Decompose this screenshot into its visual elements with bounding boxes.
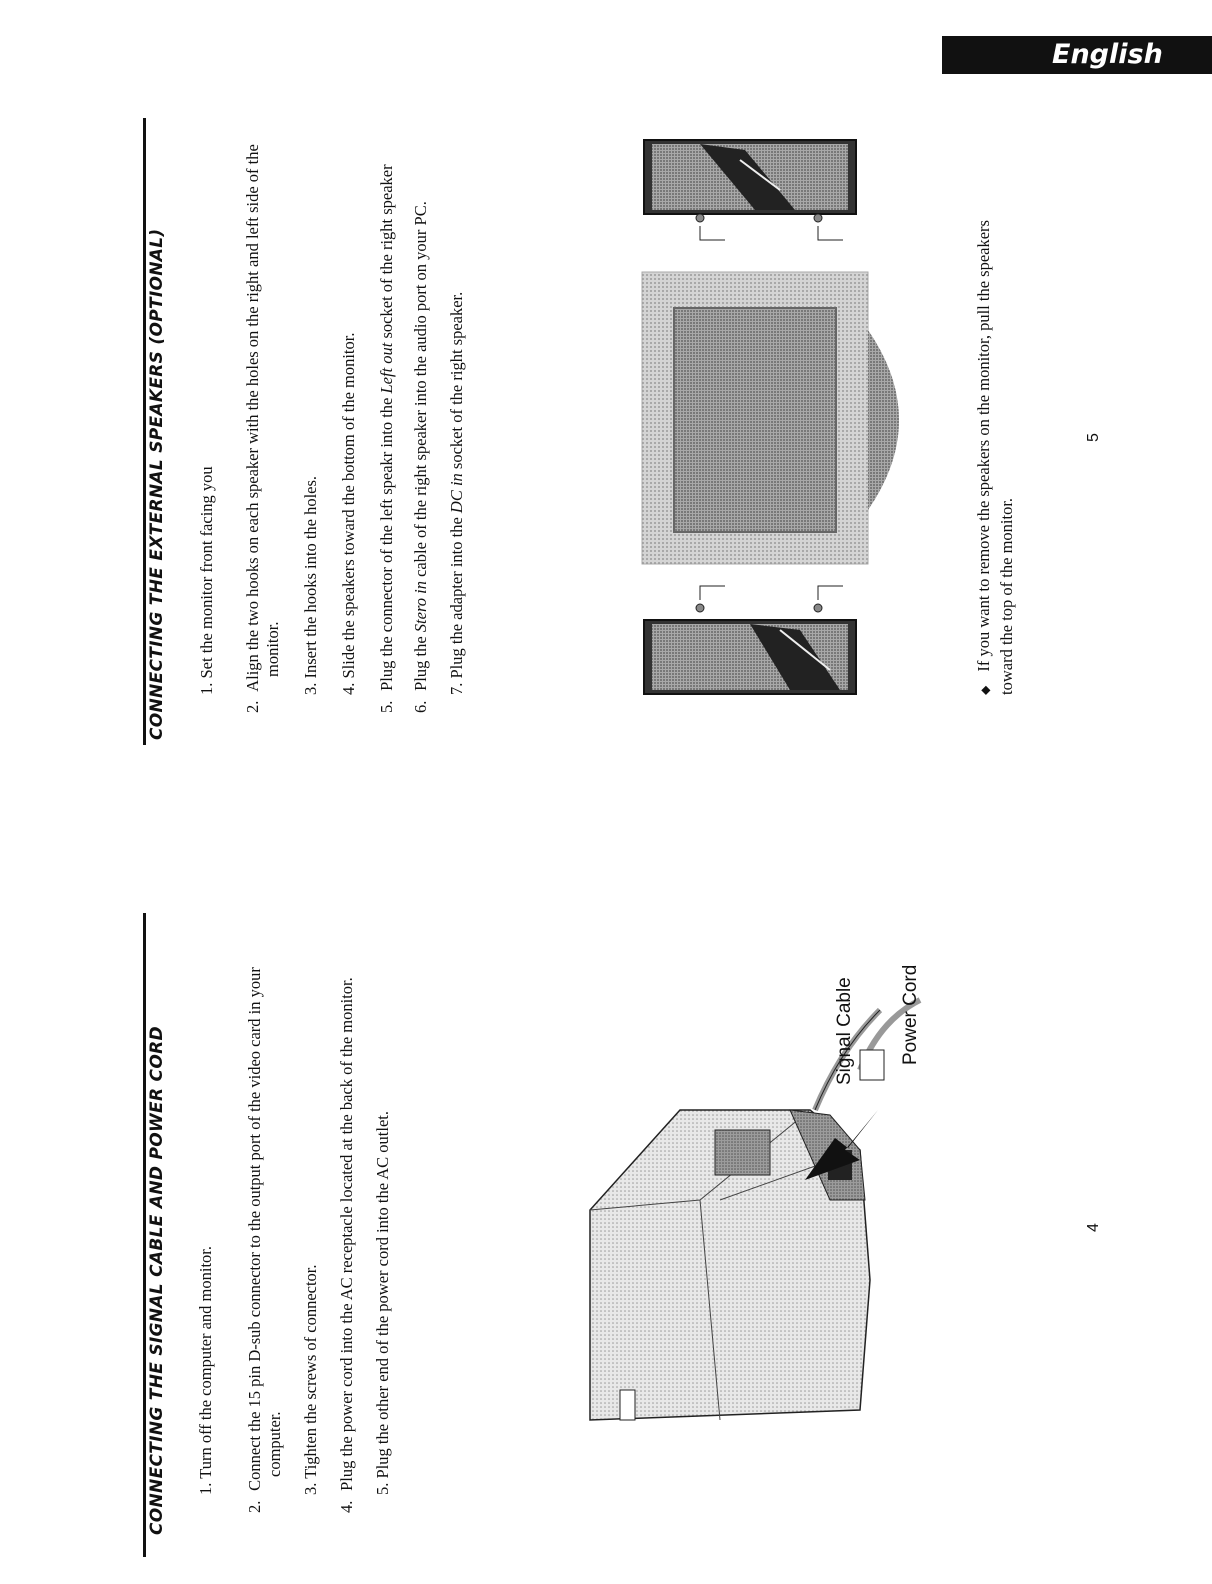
monitor-rear-illustration: [560, 1090, 890, 1430]
note-text: If you want to remove the speakers on the monitor, pull the speakers toward the top of the monitor.: [974, 220, 1016, 695]
list-item: 1. Set the monitor front facing you: [197, 466, 216, 695]
list-item: 7. Plug the adapter into the DC in socket of the right speaker.: [447, 291, 466, 695]
right-section-title: CONNECTING THE EXTERNAL SPEAKERS (OPTIONAL): [147, 228, 167, 740]
list-item: 1. Turn off the computer and monitor.: [196, 1245, 215, 1495]
left-page-number: 4: [1085, 1223, 1102, 1232]
note-bullet-icon: ◆: [978, 685, 992, 695]
left-steps-list: [196, 955, 393, 1513]
language-tab-label: English: [1052, 39, 1163, 70]
right-page-number: 5: [1085, 433, 1102, 442]
list-item: 2. Connect the 15 pin D-sub connector to the output port of the video card in your computer.: [245, 967, 284, 1513]
list-item: 3. Insert the hooks into the holes.: [301, 475, 320, 695]
left-section-title-block: [147, 935, 167, 1535]
monitor-speakers-illustration: [630, 130, 870, 710]
list-item: 5. Plug the other end of the power cord into the AC outlet.: [373, 1110, 392, 1495]
language-tab: [942, 36, 1212, 74]
signal-cable-callout: Signal Cable: [834, 977, 855, 1085]
list-item: 4. Slide the speakers toward the bottom of the monitor.: [339, 332, 358, 695]
right-steps-list: [197, 130, 467, 713]
list-item: 4. Plug the power cord into the AC receptacle located at the back of the monitor.: [337, 977, 356, 1513]
power-cord-callout: Power Cord: [900, 964, 921, 1065]
left-steps-block: [196, 955, 407, 1513]
list-item: 2. Align the two hooks on each speaker with the holes on the right and left side of the monitor.: [243, 144, 282, 713]
right-steps-block: [197, 130, 481, 713]
list-item: 5. Plug the connector of the left speakr into the Left out socket of the right speaker: [377, 164, 396, 713]
list-item: 3. Tighten the screws of connector.: [301, 1264, 320, 1495]
right-section-title-block: [147, 120, 167, 740]
left-section-rule: [143, 913, 146, 1557]
left-section-title: CONNECTING THE SIGNAL CABLE AND POWER CORD: [147, 1026, 167, 1535]
speaker-removal-note: [973, 175, 1017, 695]
right-section-rule: [143, 118, 146, 745]
list-item: 6. Plug the Stero in cable of the right speaker into the audio port on your PC.: [411, 201, 430, 713]
